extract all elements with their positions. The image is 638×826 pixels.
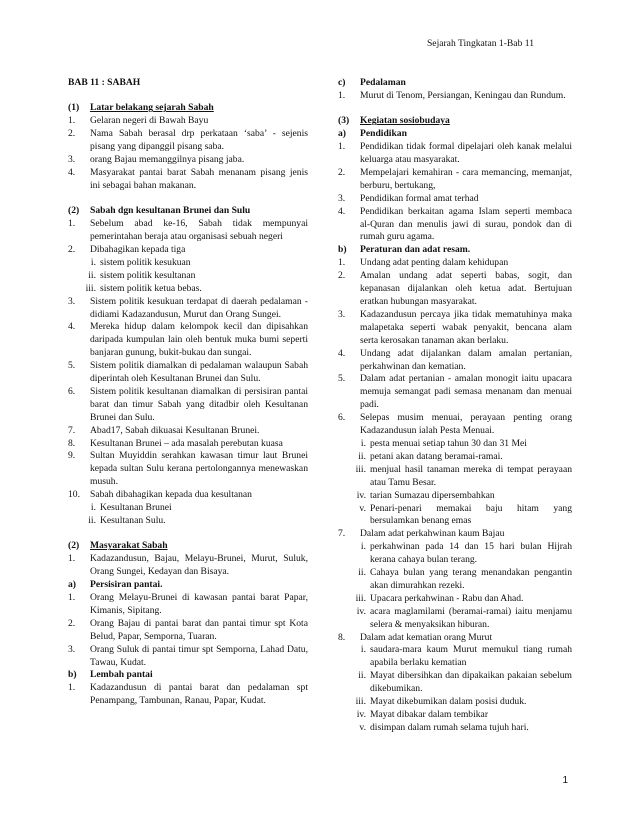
item-text: Kadazandusun, Bajau, Melayu-Brunei, Murut, Suluk, Orang Sungei, Kedayan dan Bisaya. (90, 553, 308, 578)
item-number: 6. (68, 385, 76, 397)
item-text: petani akan datang beramai-ramai. (370, 450, 503, 462)
sub-list-item (338, 541, 572, 567)
item-number: 5. (338, 373, 346, 385)
sub-list-item (68, 270, 308, 283)
item-text: Cahaya bulan yang terang menandakan pengantin akan dimurahkan rezeki. (370, 567, 572, 591)
item-number: iii. (355, 696, 366, 708)
item-number: iv. (356, 709, 366, 720)
sub-list-item (338, 503, 572, 529)
section-list (338, 141, 572, 244)
list-item (68, 669, 308, 682)
item-number: 3. (68, 643, 76, 655)
section-heading: (2) Sabah dgn kesultanan Brunei dan Sulu (68, 205, 308, 218)
item-text: Murut di Tenom, Persiangan, Keningau dan Rundum. (360, 89, 566, 101)
item-text: Upacara perkahwinan - Rabu dan Ahad. (370, 592, 524, 604)
item-number: v. (359, 502, 366, 514)
item-text: Gelaran negeri di Bawah Bayu (90, 115, 209, 127)
item-number: 1. (338, 89, 346, 101)
item-number: 3. (338, 308, 346, 320)
item-text: tarian Sumazau dipersembahkan (370, 489, 495, 501)
item-text: Sultan Muyiddin serahkan kawasan timur laut Brunei kepada sultan Sulu kerana pertolongannya menewaskan musuh. (90, 450, 308, 488)
list-item (338, 167, 572, 193)
sub-list-item (68, 502, 308, 515)
sub-list-item (338, 567, 572, 593)
page-number: 1 (562, 775, 568, 787)
section-list (68, 218, 308, 528)
item-number: 1. (68, 592, 76, 604)
item-text: Kesultanan Sulu. (100, 515, 166, 526)
list-item (68, 425, 308, 438)
list-item (338, 309, 572, 348)
item-text: Sistem politik diamalkan di pedalaman walaupun Sabah diperintah oleh Kesultanan Brunei dan Sulu. (90, 360, 308, 385)
sub-list-item (338, 696, 572, 709)
sub-list-item (338, 490, 572, 503)
item-text: orang Bajau memanggilnya pisang jaba. (90, 154, 245, 166)
item-number: 1. (338, 257, 346, 269)
item-text: Sistem politik kesultanan diamalkan di persisiran pantai barat dan timur Sabah yang ditadbir oleh Kesultanan Brunei dan Sulu. (90, 385, 308, 423)
item-text: pesta menuai setiap tahun 30 dan 31 Mei (370, 437, 527, 449)
chapter-title: BAB 11 : SABAH (68, 77, 141, 88)
item-number: iii. (355, 463, 366, 475)
item-number: 3. (68, 154, 76, 166)
item-number: 2. (338, 166, 346, 178)
item-text: acara maglamilami (beramai-ramai) iaitu menjamu selera & menyaksikan hiburan. (370, 605, 572, 630)
item-text: Orang Melayu-Brunei di kawasan pantai barat Papar, Kimanis, Sipitang. (90, 592, 308, 616)
item-text: Dalam adat pertanian - amalan monogit iaitu upacara memuja semangat padi semasa menanam dan menuai padi. (360, 373, 572, 411)
item-number: 3. (68, 295, 76, 307)
item-number: ii. (88, 269, 96, 281)
item-text: Sistem politik kesukuan terdapat di daerah pedalaman -didiami Kadazandusun, Murut dan Orang Sungei. (90, 295, 308, 320)
section-list (68, 115, 308, 192)
item-number: iv. (356, 489, 366, 501)
item-text: Mempelajari kemahiran - cara memancing, memanjat, berburu, bertukang, (360, 166, 572, 191)
item-number: i. (90, 502, 96, 514)
section-heading: (3) Kegiatan sosiobudaya (338, 115, 572, 128)
section-title: Kegiatan sosiobudaya (360, 115, 450, 127)
item-text: Undang adat penting dalam kehidupan (360, 257, 509, 269)
list-item (338, 141, 572, 167)
item-text: menjual hasil tanaman mereka di tempat perayaan atau Tamu Besar. (370, 463, 572, 488)
sub-list-item (338, 464, 572, 490)
item-number: 1. (68, 553, 76, 565)
section-title: Sabah dgn kesultanan Brunei dan Sulu (90, 205, 251, 217)
item-number: 1. (68, 115, 76, 127)
list-item (338, 412, 572, 438)
list-item (68, 296, 308, 322)
item-number: ii. (358, 670, 366, 682)
item-number: 8. (68, 437, 76, 449)
list-item (68, 321, 308, 360)
item-number: 1. (68, 218, 76, 230)
item-text: Lembah pantai (90, 669, 153, 681)
item-number: 5. (68, 360, 76, 372)
left-column (68, 77, 308, 708)
item-text: Mayat dibakar dalam tembikar (370, 709, 489, 720)
section-heading: (1) Latar belakang sejarah Sabah (68, 102, 308, 115)
list-item (68, 218, 308, 244)
section-list (68, 553, 308, 708)
sub-list-item (338, 709, 572, 722)
item-number: ii. (358, 567, 366, 579)
list-item (68, 592, 308, 618)
sub-list-item (68, 257, 308, 270)
item-number: 7. (338, 528, 346, 540)
item-text: Kesultanan Brunei (100, 502, 172, 514)
item-text: disimpan dalam rumah selama tujuh hari. (370, 721, 529, 733)
item-text: saudara-mara kaum Murut memukul tiang rumah apabila berlaku kematian (370, 644, 572, 669)
item-text: Nama Sabah berasal drp perkataan ‘saba’ - sejenis pisang yang dipanggil pisang saba. (90, 128, 308, 153)
subheading: b) Peraturan dan adat resam. (338, 244, 471, 256)
list-item (68, 644, 308, 670)
item-number: ii. (358, 450, 366, 462)
item-number: iv. (356, 605, 366, 617)
subheading: c) Pedalaman (338, 77, 406, 88)
item-text: Sabah dibahagikan kepada dua kesultanan (90, 489, 252, 501)
sub-list-item (338, 644, 572, 670)
item-text: Orang Bajau di pantai barat dan pantai timur spt Kota Belud, Papar, Semporna, Tuaran. (90, 617, 308, 642)
section-heading: (2) Masyarakat Sabah (68, 540, 308, 553)
item-text: Kadazandusun percaya jika tidak mematuhinya maka malapetaka seperti wabak penyakit, bencana alam serta kerosakan tanaman akan berlaku. (360, 308, 572, 346)
item-text: Penari-penari memakai baju hitam yang bersulamkan benang emas (370, 502, 572, 527)
item-text: Mayat dikebumikan dalam posisi duduk. (370, 696, 527, 708)
list-item (338, 257, 572, 270)
right-column (338, 77, 572, 735)
list-item (68, 450, 308, 489)
item-number: 7. (68, 424, 76, 436)
item-number: 4. (68, 166, 76, 178)
list-item (338, 373, 572, 412)
section-list (338, 90, 572, 103)
list-item (68, 128, 308, 154)
list-item (338, 193, 572, 206)
item-text: Mayat dibersihkan dan dipakaikan pakaian sebelum dikebumikan. (370, 670, 572, 695)
item-number: i. (360, 541, 366, 553)
list-item (68, 682, 308, 708)
item-text: Pendidikan tidak formal dipelajari oleh kanak melalui keluarga atau masyarakat. (360, 141, 572, 166)
item-number: 2. (68, 243, 76, 255)
item-text: sistem politik ketua bebas. (100, 282, 202, 294)
item-number: v. (359, 721, 366, 733)
item-text: Kesultanan Brunei – ada masalah perebutan kuasa (90, 437, 283, 449)
list-item (338, 270, 572, 309)
sub-list-item (68, 515, 308, 528)
item-number: 3. (338, 192, 346, 204)
item-number: a) (68, 579, 76, 591)
list-item (68, 386, 308, 425)
item-text: Dalam adat perkahwinan kaum Bajau (360, 528, 505, 540)
item-number: 4. (338, 205, 346, 217)
item-number: i. (90, 256, 96, 268)
item-number: 4. (338, 347, 346, 359)
item-number: 1. (338, 141, 346, 153)
sub-list-item (338, 593, 572, 606)
sub-list-item (338, 722, 572, 735)
item-number: i. (360, 437, 366, 449)
item-number: 2. (338, 270, 346, 282)
item-number: 6. (338, 412, 346, 424)
item-text: Persisiran pantai. (90, 579, 163, 591)
list-item (68, 154, 308, 167)
list-item (68, 360, 308, 386)
list-item (68, 438, 308, 451)
section-list (338, 257, 572, 735)
item-text: Sebelum abad ke-16, Sabah tidak mempunyai pemerintahan beraja atau organisasi sebuah negeri (90, 218, 308, 243)
list-item (68, 553, 308, 579)
item-text: Pendidikan formal amat terhad (360, 192, 479, 204)
item-text: Selepas musim menuai, perayaan penting orang Kadazandusun ialah Pesta Menuai. (360, 412, 572, 437)
item-number: 2. (68, 617, 76, 629)
item-number: b) (68, 669, 77, 681)
item-text: Dibahagikan kepada tiga (90, 243, 186, 255)
sub-list-item (68, 283, 308, 296)
list-item (338, 90, 572, 103)
item-number: 10. (68, 489, 80, 501)
list-item (68, 579, 308, 592)
item-text: perkahwinan pada 14 dan 15 hari bulan Hijrah kerana cahaya bulan terang. (370, 541, 572, 566)
item-text: Undang adat dijalankan dalam amalan pertanian, perkahwinan dan kematian. (360, 347, 572, 372)
sub-list-item (338, 451, 572, 464)
item-text: sistem politik kesukuan (100, 256, 191, 268)
item-number: i. (360, 644, 366, 656)
list-item (68, 618, 308, 644)
item-text: Masyarakat pantai barat Sabah menanam pisang jenis ini sebagai bahan makanan. (90, 166, 308, 191)
item-number: ii. (88, 515, 96, 526)
subheading: a) Pendidikan (338, 128, 407, 140)
list-item (68, 244, 308, 257)
list-item (68, 115, 308, 128)
item-text: Pendidikan berkaitan agama Islam seperti membaca al-Quran dan menulis jawi di surau, pondok dan di rumah guru agama. (360, 205, 572, 243)
sub-list-item (338, 438, 572, 451)
item-text: Abad17, Sabah dikuasai Kesultanan Brunei. (90, 424, 260, 436)
sub-list-item (338, 606, 572, 632)
item-number: 1. (68, 682, 76, 694)
item-text: Kadazandusun di pantai barat dan pedalaman spt Penampang, Tambunan, Ranau, Papar, Kudat. (90, 682, 308, 707)
list-item (338, 528, 572, 541)
item-text: Mereka hidup dalam kelompok kecil dan dipisahkan daripada kumpulan lain oleh bentuk muka bumi seperti banjaran gunung, bukit-bukau dan sungai. (90, 321, 308, 359)
item-number: iii. (355, 592, 366, 604)
item-number: 4. (68, 321, 76, 333)
list-item (338, 206, 572, 245)
item-text: Dalam adat kematian orang Murut (360, 631, 493, 643)
list-item (338, 348, 572, 374)
section-title: Latar belakang sejarah Sabah (90, 102, 214, 114)
item-number: 9. (68, 450, 76, 462)
list-item (68, 489, 308, 502)
item-number: 8. (338, 631, 346, 643)
item-text: sistem politik kesultanan (100, 269, 196, 281)
item-text: Orang Suluk di pantai timur spt Semporna, Lahad Datu, Tawau, Kudat. (90, 643, 308, 668)
item-number: 2. (68, 128, 76, 140)
list-item (68, 167, 308, 193)
section-title: Masyarakat Sabah (90, 540, 168, 552)
page-header: Sejarah Tingkatan 1-Bab 11 (426, 38, 534, 49)
sub-list-item (338, 670, 572, 696)
list-item (338, 632, 572, 645)
item-text: Amalan undang adat seperti babas, sogit, dan kepanasan dijalankan oleh ketua adat. Bertujuan eratkan hubungan masyarakat. (360, 270, 572, 307)
item-number: iii. (85, 282, 96, 294)
